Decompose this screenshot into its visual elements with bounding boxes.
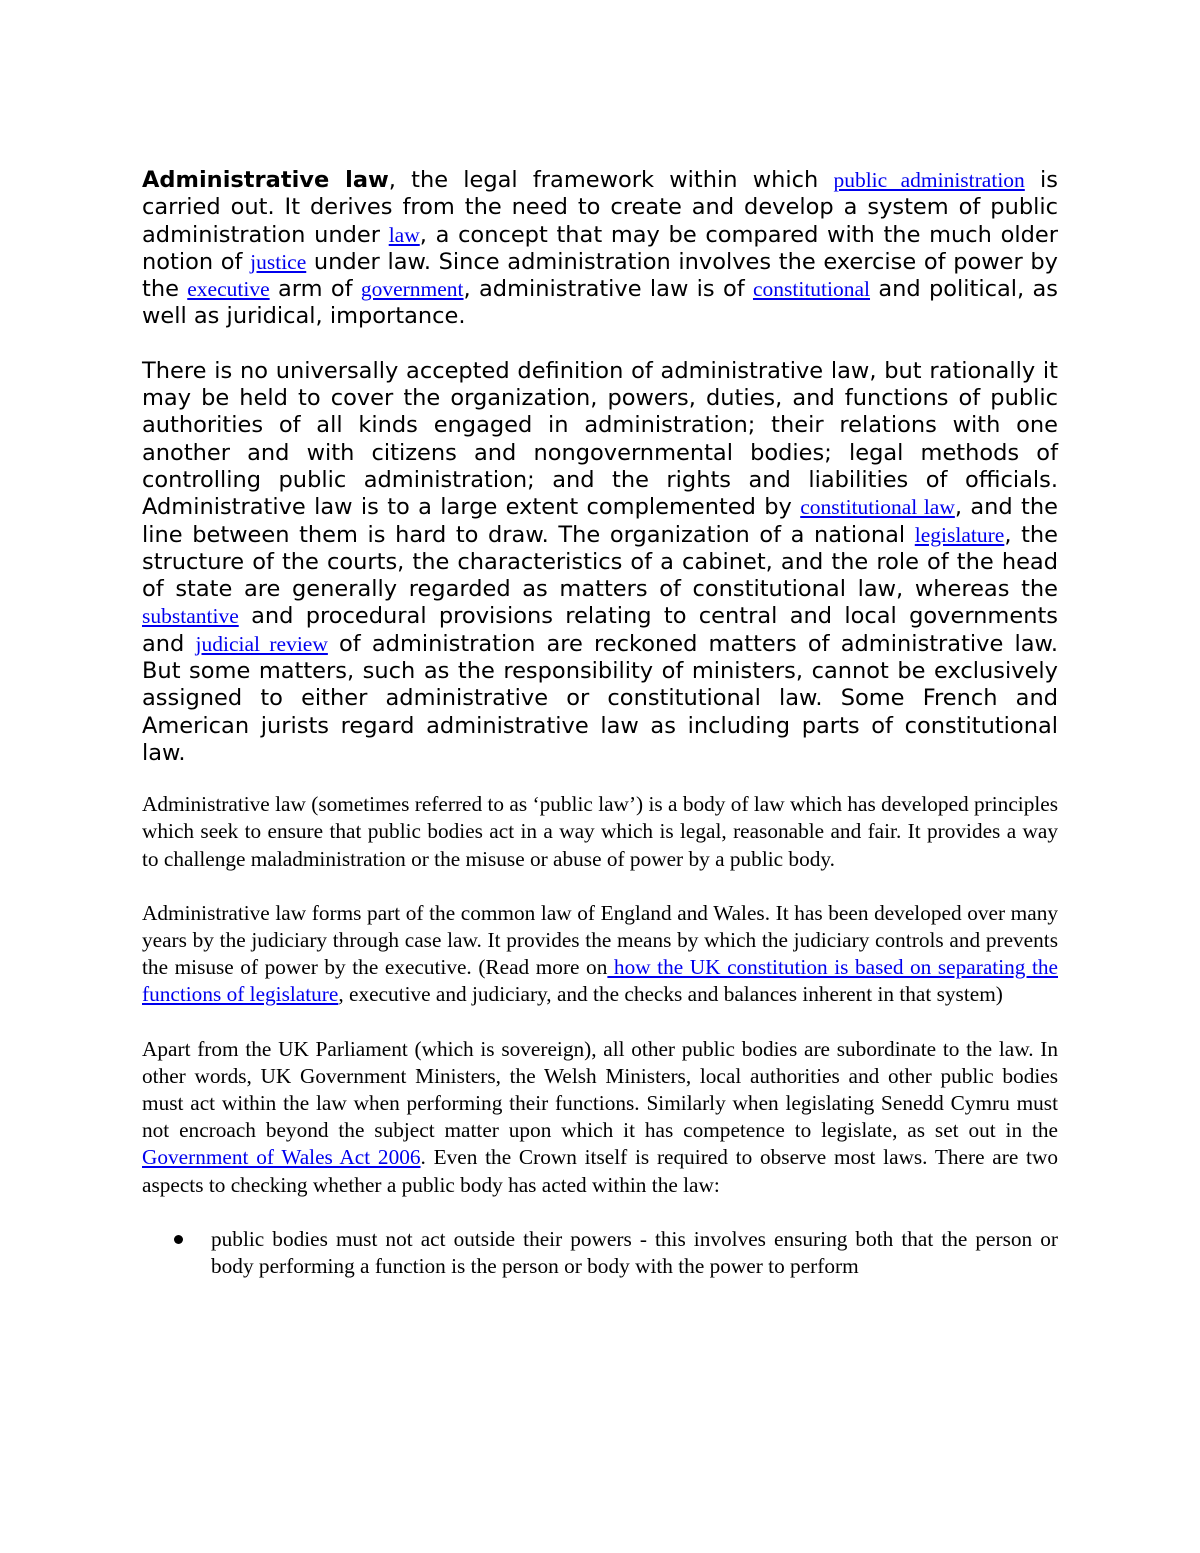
link-executive[interactable]: executive [187, 277, 270, 302]
link-judicial-review[interactable]: judicial review [195, 631, 328, 656]
link-substantive[interactable]: substantive [142, 604, 239, 629]
bullet-icon [174, 1235, 183, 1244]
link-law[interactable]: law [388, 222, 420, 247]
link-government[interactable]: government [360, 277, 464, 302]
link-constitutional[interactable]: constitutional [752, 277, 871, 302]
paragraph-4: Administrative law forms part of the common law of England and Wales. It has been developed over many years by the judiciary through case law. It provides the means by which the judiciary controls and prevents the misuse of power by the executive. (Read more on how the UK constitution is based on separating the functions of legislature, executive and judiciary, and the checks and balances inherent in that system) [142, 900, 1058, 1007]
paragraph-2: There is no universally accepted definition of administrative law, but rationally it may be held to cover the organization, powers, duties, and functions of public authorities of all kinds engaged in administration; their relations with one another and with citizens and nongovernmental bodies; legal methods of controlling public administration; and the rights and liabilities of officials. Administrative law is to a large extent complemented by constitutional law, and the line between them is hard to draw. The organization of a national legislature, the structure of the courts, the characteristics of a cabinet, and the role of the head of state are generally regarded as matters of constitutional law, whereas the substantive and procedural provisions relating to central and local governments and judicial review of administration are reckoned matters of administrative law. But some matters, such as the responsibility of ministers, cannot be exclusively assigned to either administrative or constitutional law. Some French and American jurists regard administrative law as including parts of constitutional law. [142, 357, 1058, 766]
list-item-text: public bodies must not act outside their powers - this involves ensuring both that the person or body performing a function is the person or body with the power to perform [211, 1226, 1058, 1279]
link-justice[interactable]: justice [250, 249, 307, 274]
paragraph-5: Apart from the UK Parliament (which is sovereign), all other public bodies are subordinate to the law. In other words, UK Government Ministers, the Welsh Ministers, local authorities and other public bodies must act within the law when performing their functions. Similarly when legislating Senedd Cymru must not encroach beyond the subject matter upon which it has competence to legislate, as set out in the Government of Wales Act 2006. Even the Crown itself is required to observe most laws. There are two aspects to checking whether a public body has acted within the law: [142, 1036, 1059, 1197]
list-item [211, 1226, 1058, 1280]
document-page [142, 167, 1058, 1280]
bullet-list [142, 1226, 1058, 1280]
link-government-of-wales-act[interactable]: Government of Wales Act 2006 [142, 1145, 421, 1170]
link-constitutional-law[interactable]: constitutional law [800, 495, 955, 520]
link-public-administration[interactable]: public administration [833, 168, 1025, 192]
link-separation-of-powers[interactable]: how the UK constitution is based on separating the functions of legislature [142, 955, 1058, 1007]
bold-term: Administrative law [142, 167, 389, 193]
link-legislature[interactable]: legislature [914, 522, 1005, 547]
paragraph-1: Administrative law, the legal framework within which public administration is carried out. It derives from the need to create and develop a system of public administration under law, a concept that may be compared with the much older notion of justice under law. Since administration involves the exercise of power by the executive arm of government, administrative law is of constitutional and political, as well as juridical, importance. [142, 167, 1058, 330]
paragraph-3: Administrative law (sometimes referred to as ‘public law’) is a body of law which has developed principles which seek to ensure that public bodies act in a way which is legal, reasonable and fair. It provides a way to challenge maladministration or the misuse or abuse of power by a public body. [142, 792, 1058, 871]
